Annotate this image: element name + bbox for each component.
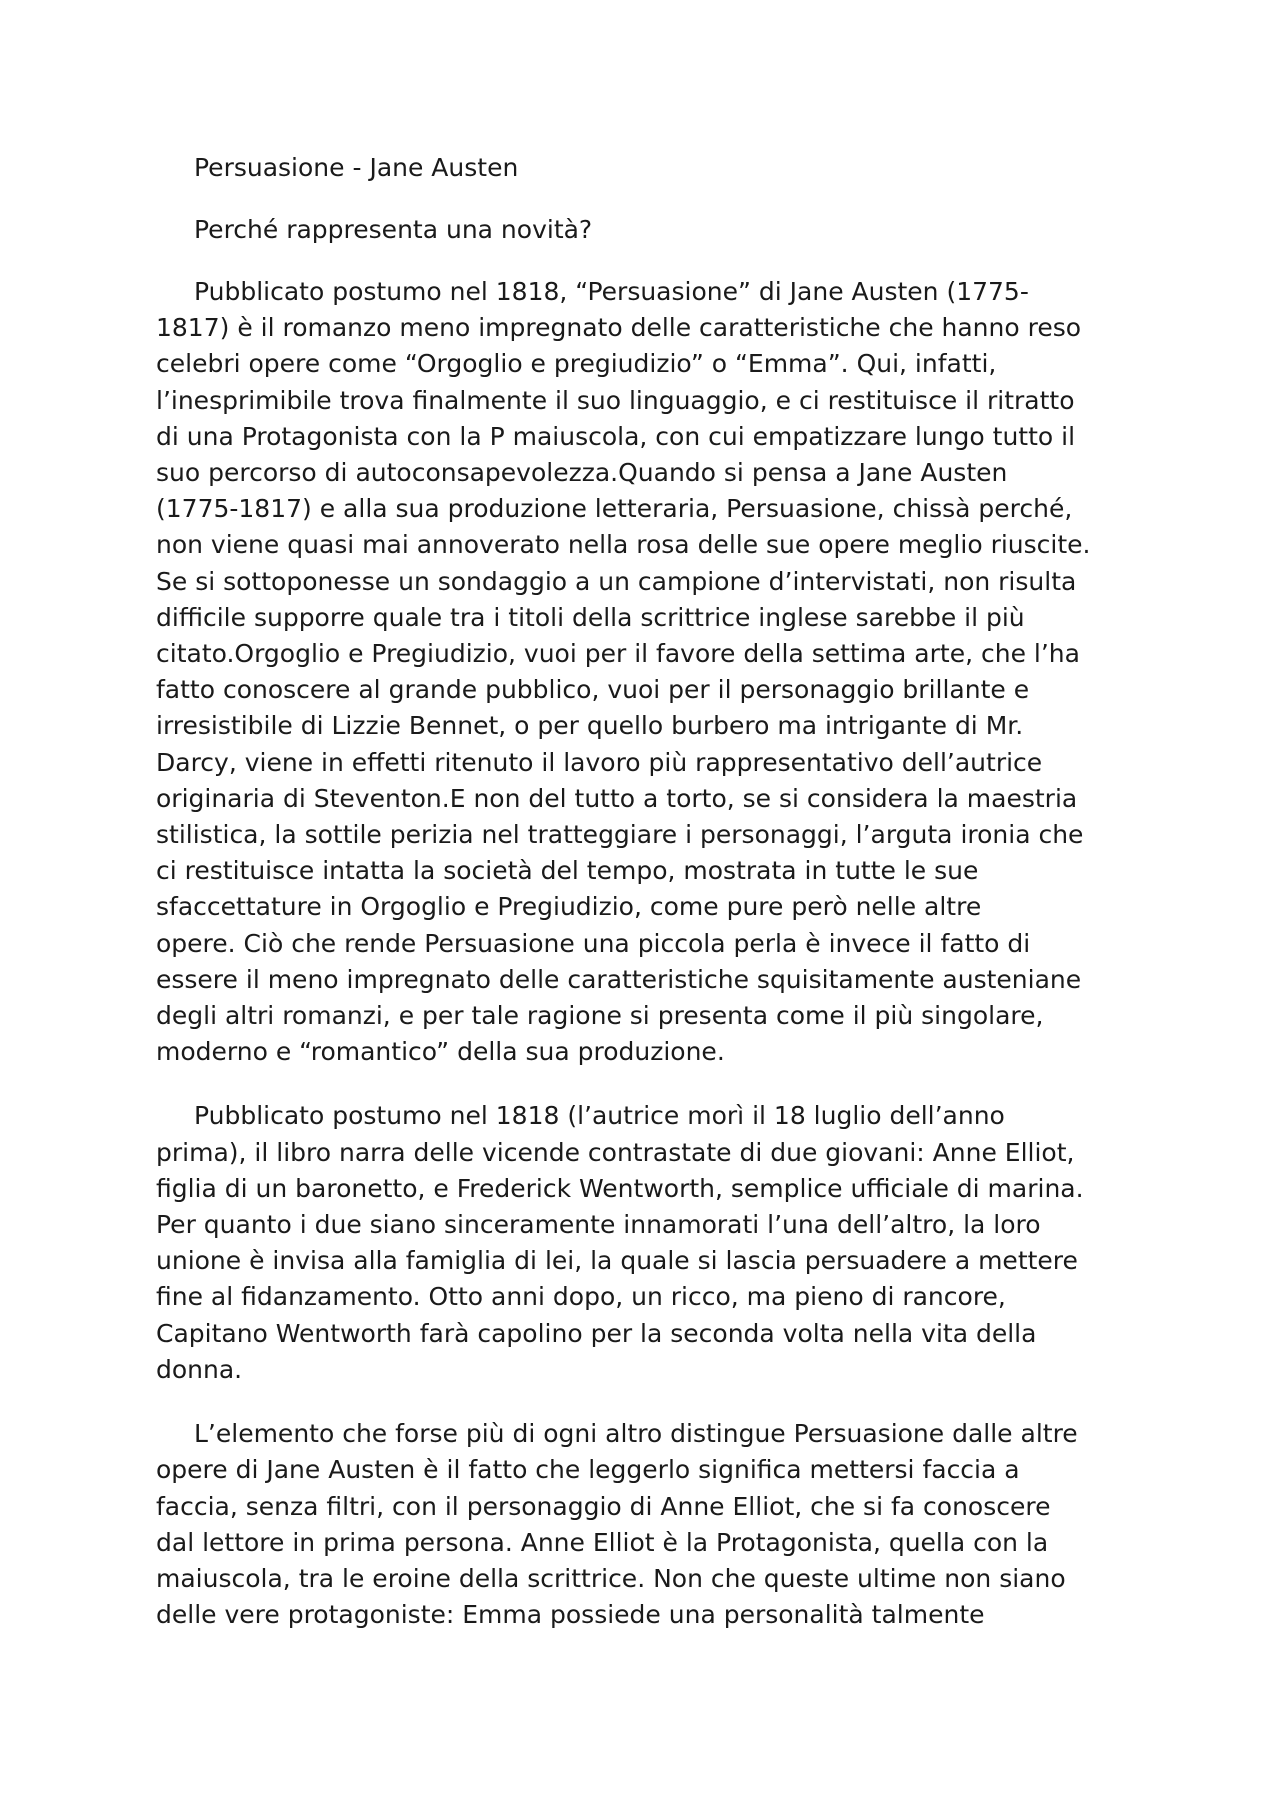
document-title: Persuasione - Jane Austen (194, 153, 519, 182)
paragraph-line: L’elemento che forse più di ogni altro distingue Persuasione dalle altre (194, 1419, 1078, 1449)
paragraph-line: ci restituisce intatta la società del tempo, mostrata in tutte le sue (156, 856, 979, 886)
paragraph-line: l’inesprimibile trova finalmente il suo linguaggio, e ci restituisce il ritratto (156, 385, 1075, 415)
paragraph-line: moderno e “romantico” della sua produzione. (156, 1037, 725, 1067)
paragraph-line: essere il meno impregnato delle caratteristiche squisitamente austeniane (156, 964, 1082, 994)
paragraph-line: Pubblicato postumo nel 1818 (l’autrice morì il 18 luglio dell’anno (194, 1101, 1005, 1131)
paragraph-line: Per quanto i due siano sinceramente innamorati l’una dell’altro, la loro (156, 1210, 1041, 1240)
paragraph-line: difficile supporre quale tra i titoli della scrittrice inglese sarebbe il più (156, 602, 1025, 632)
paragraph-line: figlia di un baronetto, e Frederick Wentworth, semplice ufficiale di marina. (156, 1173, 1084, 1203)
paragraph-line: suo percorso di autoconsapevolezza.Quando si pensa a Jane Austen (156, 458, 1008, 488)
paragraph-3 (156, 1416, 1136, 1633)
paragraph-line: dal lettore in prima persona. Anne Elliot è la Protagonista, quella con la (156, 1527, 1049, 1557)
document-page (156, 150, 1136, 1661)
paragraph-line: (1775-1817) e alla sua produzione letteraria, Persuasione, chissà perché, (156, 494, 1073, 524)
paragraph-line: originaria di Steventon.E non del tutto a torto, se si considera la maestria (156, 783, 1078, 813)
paragraph-line: prima), il libro narra delle vicende contrastate di due giovani: Anne Elliot, (156, 1137, 1075, 1167)
paragraph-line: degli altri romanzi, e per tale ragione si presenta come il più singolare, (156, 1001, 1044, 1031)
document-subtitle: Perché rappresenta una novità? (194, 215, 593, 244)
paragraph-2 (156, 1098, 1136, 1388)
paragraph-line: di una Protagonista con la P maiuscola, con cui empatizzare lungo tutto il (156, 421, 1076, 451)
paragraph-line: 1817) è il romanzo meno impregnato delle caratteristiche che hanno reso (156, 313, 1082, 343)
paragraph-line: donna. (156, 1354, 243, 1384)
paragraph-line: non viene quasi mai annoverato nella rosa delle sue opere meglio riuscite. (156, 530, 1091, 560)
paragraph-line: fine al fidanzamento. Otto anni dopo, un ricco, ma pieno di rancore, (156, 1282, 1006, 1312)
paragraph-line: delle vere protagoniste: Emma possiede una personalità talmente (156, 1600, 985, 1630)
paragraph-line: fatto conoscere al grande pubblico, vuoi per il personaggio brillante e (156, 675, 1030, 705)
paragraph-line: Pubblicato postumo nel 1818, “Persuasione” di Jane Austen (1775- (194, 277, 1029, 306)
paragraph-line: sfaccettature in Orgoglio e Pregiudizio, come pure però nelle altre (156, 892, 982, 922)
paragraph-line: maiuscola, tra le eroine della scrittrice. Non che queste ultime non siano (156, 1563, 1066, 1593)
paragraph-line: celebri opere come “Orgoglio e pregiudizio” o “Emma”. Qui, infatti, (156, 349, 997, 379)
paragraph-line: stilistica, la sottile perizia nel tratteggiare i personaggi, l’arguta ironia che (156, 820, 1084, 850)
paragraph-line: irresistibile di Lizzie Bennet, o per quello burbero ma intrigante di Mr. (156, 711, 1024, 741)
paragraph-line: citato.Orgoglio e Pregiudizio, vuoi per il favore della settima arte, che l’ha (156, 639, 1080, 669)
paragraph-line: unione è invisa alla famiglia di lei, la quale si lascia persuadere a mettere (156, 1246, 1078, 1276)
paragraph-line: opere. Ciò che rende Persuasione una piccola perla è invece il fatto di (156, 928, 1031, 958)
paragraph-line: Se si sottoponesse un sondaggio a un campione d’intervistati, non risulta (156, 566, 1077, 596)
paragraph-line: Darcy, viene in effetti ritenuto il lavoro più rappresentativo dell’autrice (156, 747, 1043, 777)
paragraph-line: Capitano Wentworth farà capolino per la seconda volta nella vita della (156, 1318, 1037, 1348)
paragraph-line: opere di Jane Austen è il fatto che leggerlo significa mettersi faccia a (156, 1455, 1020, 1485)
paragraph-1 (156, 274, 1136, 1070)
paragraph-line: faccia, senza filtri, con il personaggio di Anne Elliot, che si fa conoscere (156, 1491, 1051, 1521)
